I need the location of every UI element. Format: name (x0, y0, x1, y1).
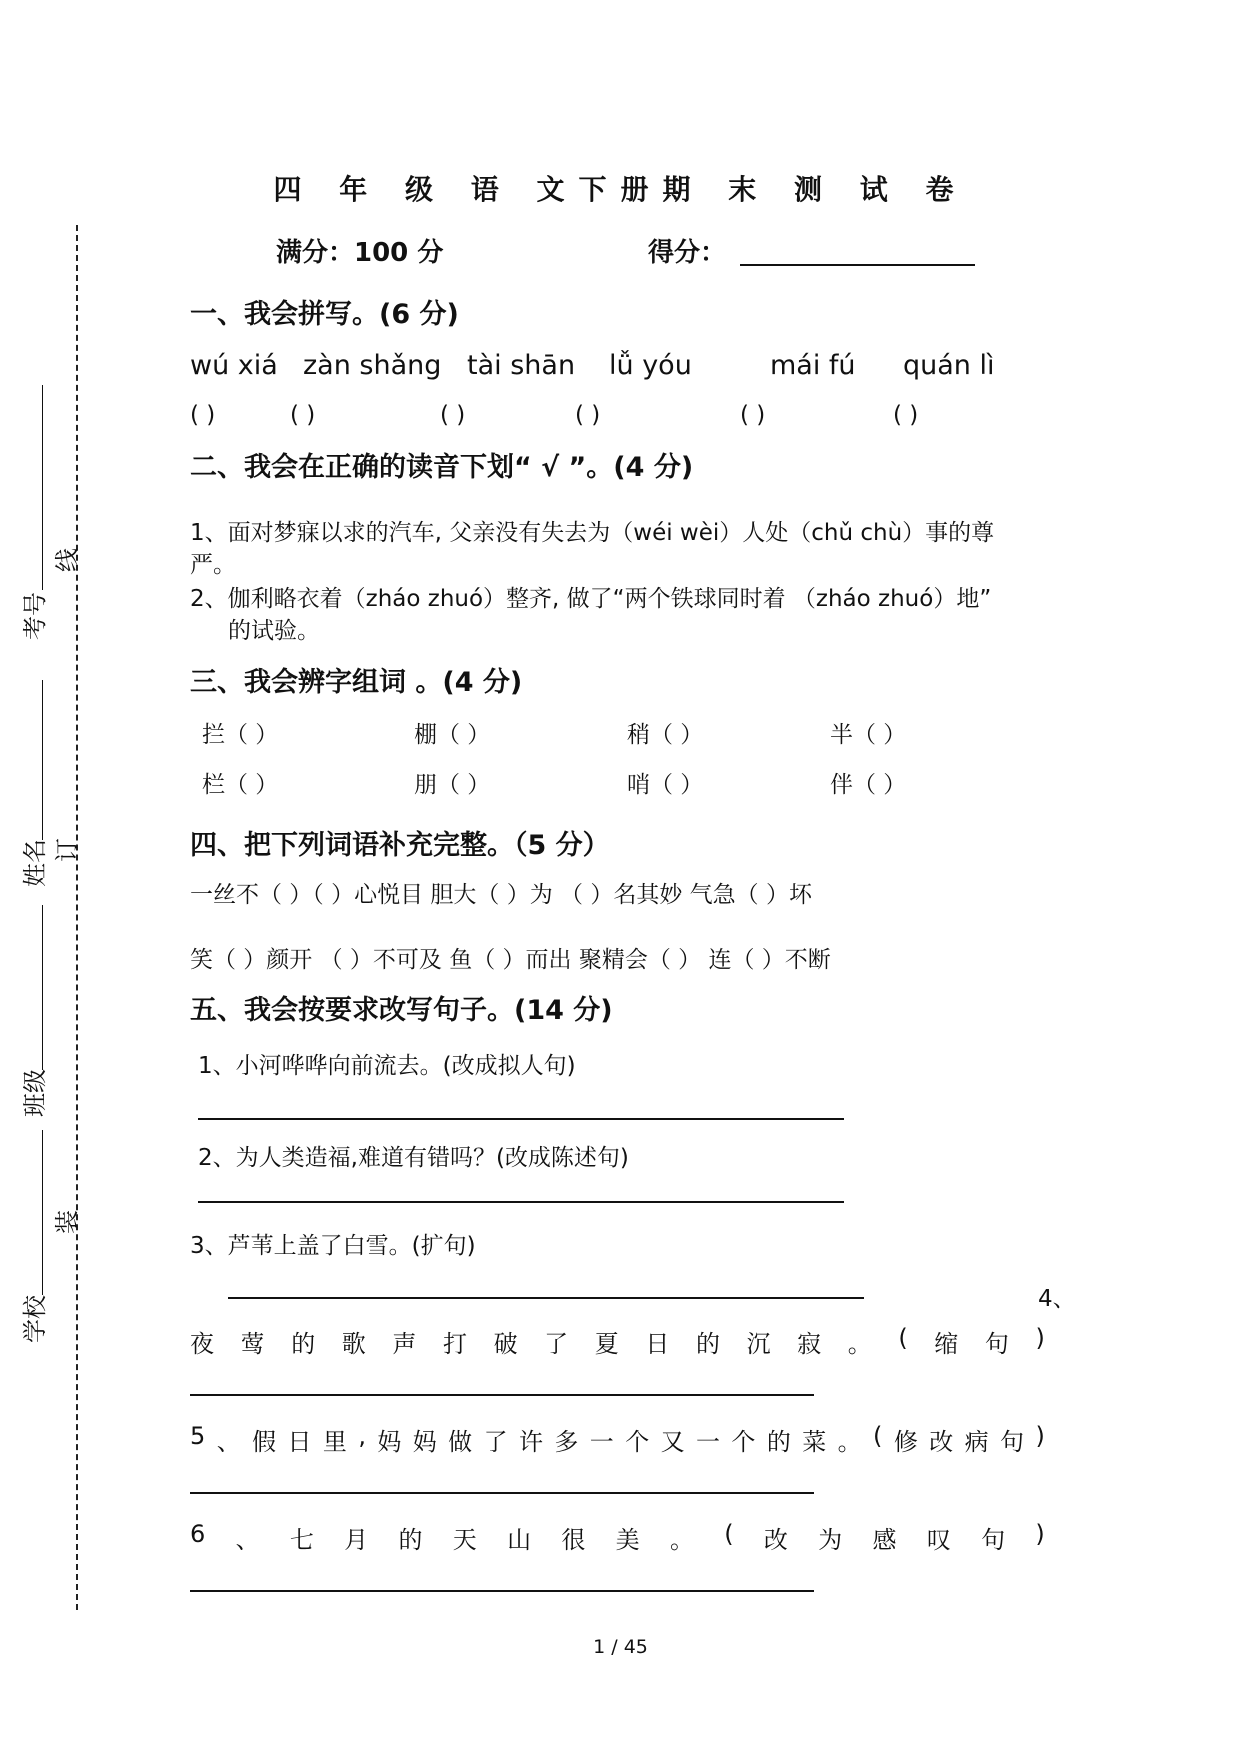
sentence-char: 歌 (341, 1330, 366, 1358)
sentence-char: 感 (872, 1526, 897, 1554)
sentence-char: 修 (893, 1428, 918, 1456)
section4-heading: 四、把下列词语补充完整。（5 分） (190, 830, 610, 861)
sentence-char: 天 (452, 1526, 477, 1554)
pinyin-5: mái fú (770, 350, 856, 381)
sentence-char: 。 (837, 1428, 862, 1456)
full-score: 满分：100 分 (276, 238, 444, 268)
binding-mark-staple: 订 (53, 838, 81, 862)
s5-question-2: 2、为人类造福,难道有错吗？(改成陈述句) (198, 1145, 629, 1171)
sentence-char: 很 (561, 1526, 586, 1554)
sentence-char: 沉 (746, 1330, 771, 1358)
blank-5[interactable]: ( ) (740, 402, 766, 428)
sentence-char: 做 (448, 1428, 473, 1456)
sentence-char: 多 (554, 1428, 579, 1456)
s5-answer-line-2[interactable] (198, 1201, 844, 1203)
sentence-char: 个 (731, 1428, 756, 1456)
s5-answer-line-1[interactable] (198, 1118, 844, 1120)
s3-r1-2[interactable]: 棚（ ） (414, 722, 491, 748)
s4-line-1[interactable]: 一丝不（ ）（ ）心悦目 胆大（ ）为 （ ）名其妙 气急（ ）坏 (190, 882, 812, 908)
pinyin-2: zàn shǎng (303, 350, 442, 381)
s5-answer-line-4[interactable] (190, 1394, 814, 1396)
s3-r2-1[interactable]: 栏（ ） (202, 772, 279, 798)
s5-answer-line-5[interactable] (190, 1492, 814, 1494)
s5-question-4-number: 4、 (1038, 1286, 1076, 1312)
field-label-class: 班级 (21, 1069, 49, 1117)
sentence-char: 病 (964, 1428, 989, 1456)
sentence-char: 的 (766, 1428, 791, 1456)
pinyin-4: lǚ yóu (609, 350, 692, 381)
sentence-char: 了 (544, 1330, 569, 1358)
name-blank[interactable] (42, 680, 43, 840)
sentence-char: ) (1035, 1520, 1045, 1548)
sentence-char: 个 (625, 1428, 650, 1456)
sentence-char: 里 (322, 1428, 347, 1456)
blank-2[interactable]: ( ) (290, 402, 316, 428)
sentence-char: 的 (695, 1330, 720, 1358)
s2-question-2: 2、伽利略衣着（zháo zhuó）整齐, 做了“两个铁球同时着 （zháo zhuó）地” (190, 586, 992, 612)
sentence-char: 月 (344, 1526, 369, 1554)
sentence-char: 山 (507, 1526, 532, 1554)
sentence-char: 一 (589, 1428, 614, 1456)
binding-dashed-line (76, 225, 78, 1610)
sentence-char: 句 (981, 1526, 1006, 1554)
sentence-char: 又 (660, 1428, 685, 1456)
sentence-char: 莺 (240, 1330, 265, 1358)
blank-4[interactable]: ( ) (575, 402, 601, 428)
sentence-char: ( (724, 1520, 734, 1548)
sentence-char: 妈 (412, 1428, 437, 1456)
blank-6[interactable]: ( ) (893, 402, 919, 428)
sentence-char: 声 (392, 1330, 417, 1358)
school-blank[interactable] (42, 1130, 43, 1295)
exam-number-blank[interactable] (42, 385, 43, 590)
s2-question-2-cont: 的试验。 (228, 618, 320, 644)
field-label-school: 学校 (21, 1295, 49, 1343)
sentence-char: 叹 (926, 1526, 951, 1554)
s5-answer-line-3[interactable] (228, 1297, 864, 1299)
sentence-char: ) (1035, 1324, 1045, 1352)
sentence-char: 许 (518, 1428, 543, 1456)
s4-line-2[interactable]: 笑（ ）颜开 （ ）不可及 鱼（ ）而出 聚精会（ ） 连（ ）不断 (190, 947, 831, 973)
sentence-char: 、 (216, 1428, 241, 1456)
s3-r1-4[interactable]: 半（ ） (830, 722, 907, 748)
sentence-char: 美 (615, 1526, 640, 1554)
sentence-char: 寂 (797, 1330, 822, 1358)
section5-heading: 五、我会按要求改写句子。(14 分) (190, 995, 613, 1026)
s5-question-1: 1、小河哗哗向前流去。(改成拟人句) (198, 1053, 576, 1079)
sentence-char: 日 (287, 1428, 312, 1456)
blank-1[interactable]: ( ) (190, 402, 216, 428)
sentence-char: 缩 (934, 1330, 959, 1358)
sentence-char: 。 (847, 1330, 872, 1358)
sentence-char: 。 (669, 1526, 694, 1554)
binding-mark-bind: 装 (53, 1210, 81, 1234)
s3-r2-2[interactable]: 朋（ ） (414, 772, 491, 798)
sentence-char: 夏 (594, 1330, 619, 1358)
s2-question-1-cont: 严。 (190, 552, 236, 578)
score-label: 得分： (648, 238, 727, 268)
s2-question-1: 1、面对梦寐以求的汽车, 父亲没有失去为（wéi wèi）人处（chǔ chù）事的尊 (190, 520, 995, 546)
s3-r1-3[interactable]: 稍（ ） (627, 722, 704, 748)
pinyin-1: wú xiá (190, 350, 278, 381)
sentence-char: ( (898, 1324, 908, 1352)
s3-r1-1[interactable]: 拦（ ） (202, 722, 279, 748)
sentence-char: 夜 (190, 1330, 214, 1358)
sentence-char: 七 (289, 1526, 314, 1554)
sentence-char: 破 (493, 1330, 518, 1358)
class-blank[interactable] (42, 905, 43, 1070)
s3-r2-4[interactable]: 伴（ ） (830, 772, 907, 798)
pinyin-3: tài shān (467, 350, 576, 381)
sentence-char: , (358, 1422, 366, 1450)
blank-3[interactable]: ( ) (440, 402, 466, 428)
field-label-name: 姓名 (21, 839, 49, 887)
binding-mark-line: 线 (53, 548, 81, 572)
s5-question-5 (190, 1422, 1045, 1457)
page-title: 四 年 级 语 文下册期 末 测 试 卷 (273, 173, 968, 206)
sentence-char: 6 (190, 1520, 206, 1548)
sentence-char: 的 (398, 1526, 423, 1554)
sentence-char: 一 (696, 1428, 721, 1456)
section1-heading: 一、我会拼写。(6 分) (190, 299, 459, 330)
sentence-char: 5 (190, 1422, 206, 1450)
sentence-char: 为 (818, 1526, 843, 1554)
sentence-char: 改 (929, 1428, 954, 1456)
s5-question-6 (190, 1520, 1045, 1555)
sentence-char: 的 (291, 1330, 316, 1358)
s5-answer-line-6[interactable] (190, 1590, 814, 1592)
sentence-char: 假 (252, 1428, 277, 1456)
sentence-char: 改 (763, 1526, 788, 1554)
section3-heading: 三、我会辨字组词 。(4 分) (190, 667, 523, 698)
sentence-char: 句 (984, 1330, 1009, 1358)
page-number: 1 / 45 (593, 1636, 648, 1658)
sentence-char: 妈 (377, 1428, 402, 1456)
sentence-char: ( (873, 1422, 883, 1450)
sentence-char: 打 (442, 1330, 467, 1358)
s3-r2-3[interactable]: 哨（ ） (627, 772, 704, 798)
score-blank[interactable] (740, 264, 975, 266)
s5-question-4 (190, 1324, 1045, 1359)
sentence-char: 日 (645, 1330, 670, 1358)
sentence-char: 、 (235, 1526, 260, 1554)
sentence-char: 菜 (802, 1428, 827, 1456)
field-label-exam-number: 考号 (21, 592, 49, 640)
sentence-char: 了 (483, 1428, 508, 1456)
pinyin-6: quán lì (903, 350, 995, 381)
section2-heading: 二、我会在正确的读音下划“ √ ”。(4 分) (190, 452, 694, 483)
sentence-char: ) (1035, 1422, 1045, 1450)
sentence-char: 句 (1000, 1428, 1025, 1456)
s5-question-3: 3、芦苇上盖了白雪。(扩句) (190, 1233, 476, 1259)
